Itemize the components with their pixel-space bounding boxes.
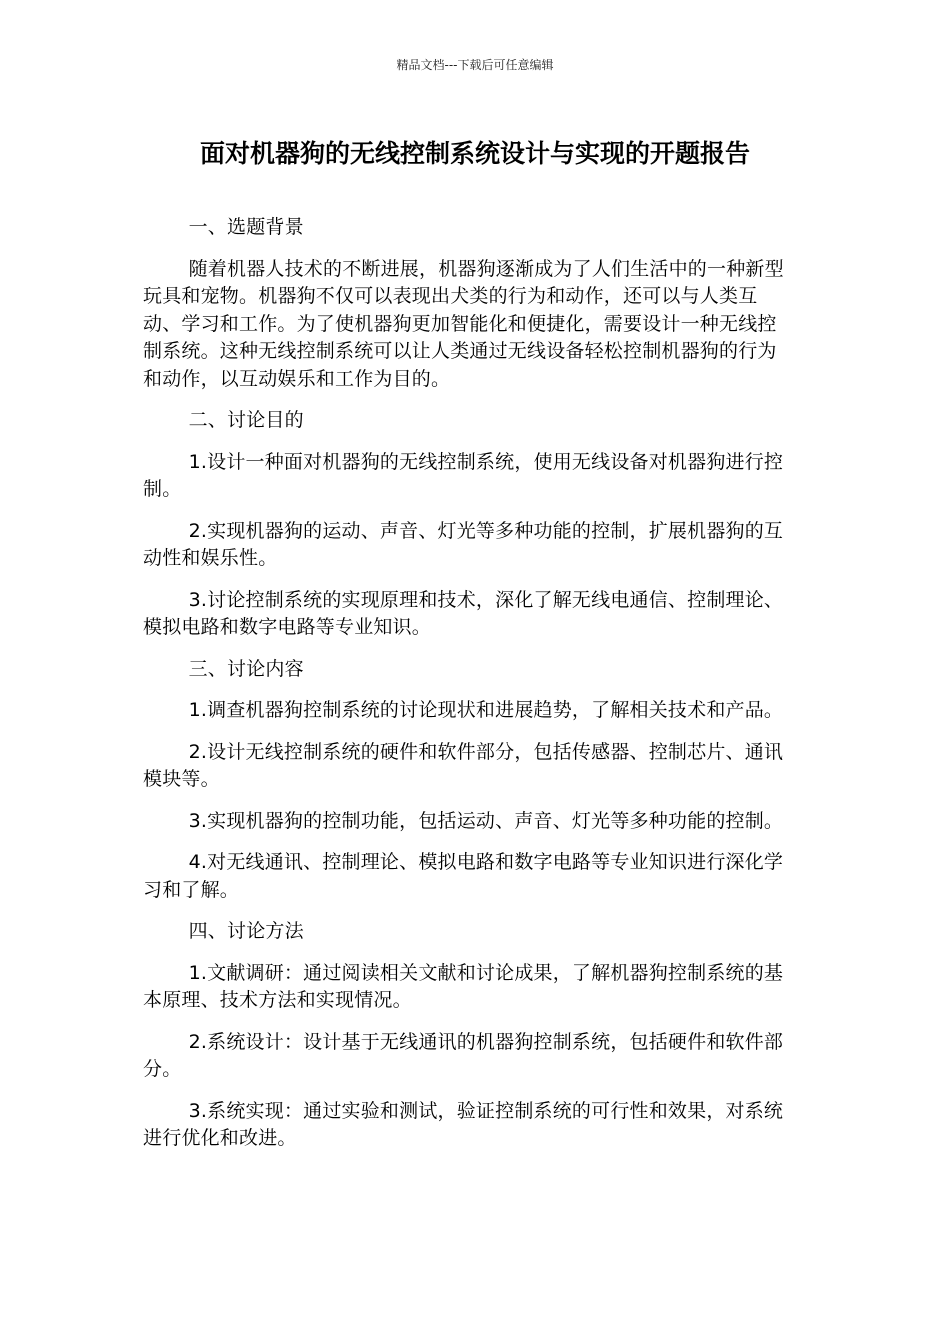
goal-item: 1.设计一种面对机器狗的无线控制系统，使用无线设备对机器狗进行控制。 (143, 450, 784, 500)
goal-item: 2.实现机器狗的运动、声音、灯光等多种功能的控制，扩展机器狗的互动性和娱乐性。 (143, 519, 784, 569)
section-heading-background: 一、选题背景 (188, 216, 304, 238)
method-item: 2.系统设计：设计基于无线通讯的机器狗控制系统，包括硬件和软件部分。 (143, 1030, 784, 1080)
section-heading-goals: 二、讨论目的 (188, 409, 304, 431)
content-item: 4.对无线通讯、控制理论、模拟电路和数字电路等专业知识进行深化学习和了解。 (143, 851, 784, 901)
method-item: 1.文献调研：通过阅读相关文献和讨论成果，了解机器狗控制系统的基本原理、技术方法和实现情况。 (143, 961, 784, 1011)
content-item: 2.设计无线控制系统的硬件和软件部分，包括传感器、控制芯片、通讯模块等。 (143, 740, 784, 790)
content-item: 1.调查机器狗控制系统的讨论现状和进展趋势，了解相关技术和产品。 (188, 699, 784, 721)
content-item: 3.实现机器狗的控制功能，包括运动、声音、灯光等多种功能的控制。 (188, 809, 784, 832)
background-paragraph: 随着机器人技术的不断进展，机器狗逐渐成为了人们生活中的一种新型玩具和宠物。机器狗不仅可以表现出犬类的行为和动作，还可以与人类互动、学习和工作。为了使机器狗更加智能化和便捷化，需要设计一种无线控制系统。这种无线控制系统可以让人类通过无线设备轻松控制机器狗的行为和动作，以互动娱乐和工作为目的。 (143, 257, 784, 390)
section-heading-content: 三、讨论内容 (188, 657, 304, 680)
section-heading-methods: 四、讨论方法 (188, 920, 304, 942)
page-header-note: 精品文档---下载后可任意编辑 (396, 58, 554, 72)
goal-item: 3.讨论控制系统的实现原理和技术，深化了解无线电通信、控制理论、模拟电路和数字电路等专业知识。 (143, 588, 784, 638)
method-item: 3.系统实现：通过实验和测试，验证控制系统的可行性和效果，对系统进行优化和改进。 (143, 1099, 784, 1149)
document-body (143, 214, 793, 1167)
document-title: 面对机器狗的无线控制系统设计与实现的开题报告 (199, 139, 750, 168)
